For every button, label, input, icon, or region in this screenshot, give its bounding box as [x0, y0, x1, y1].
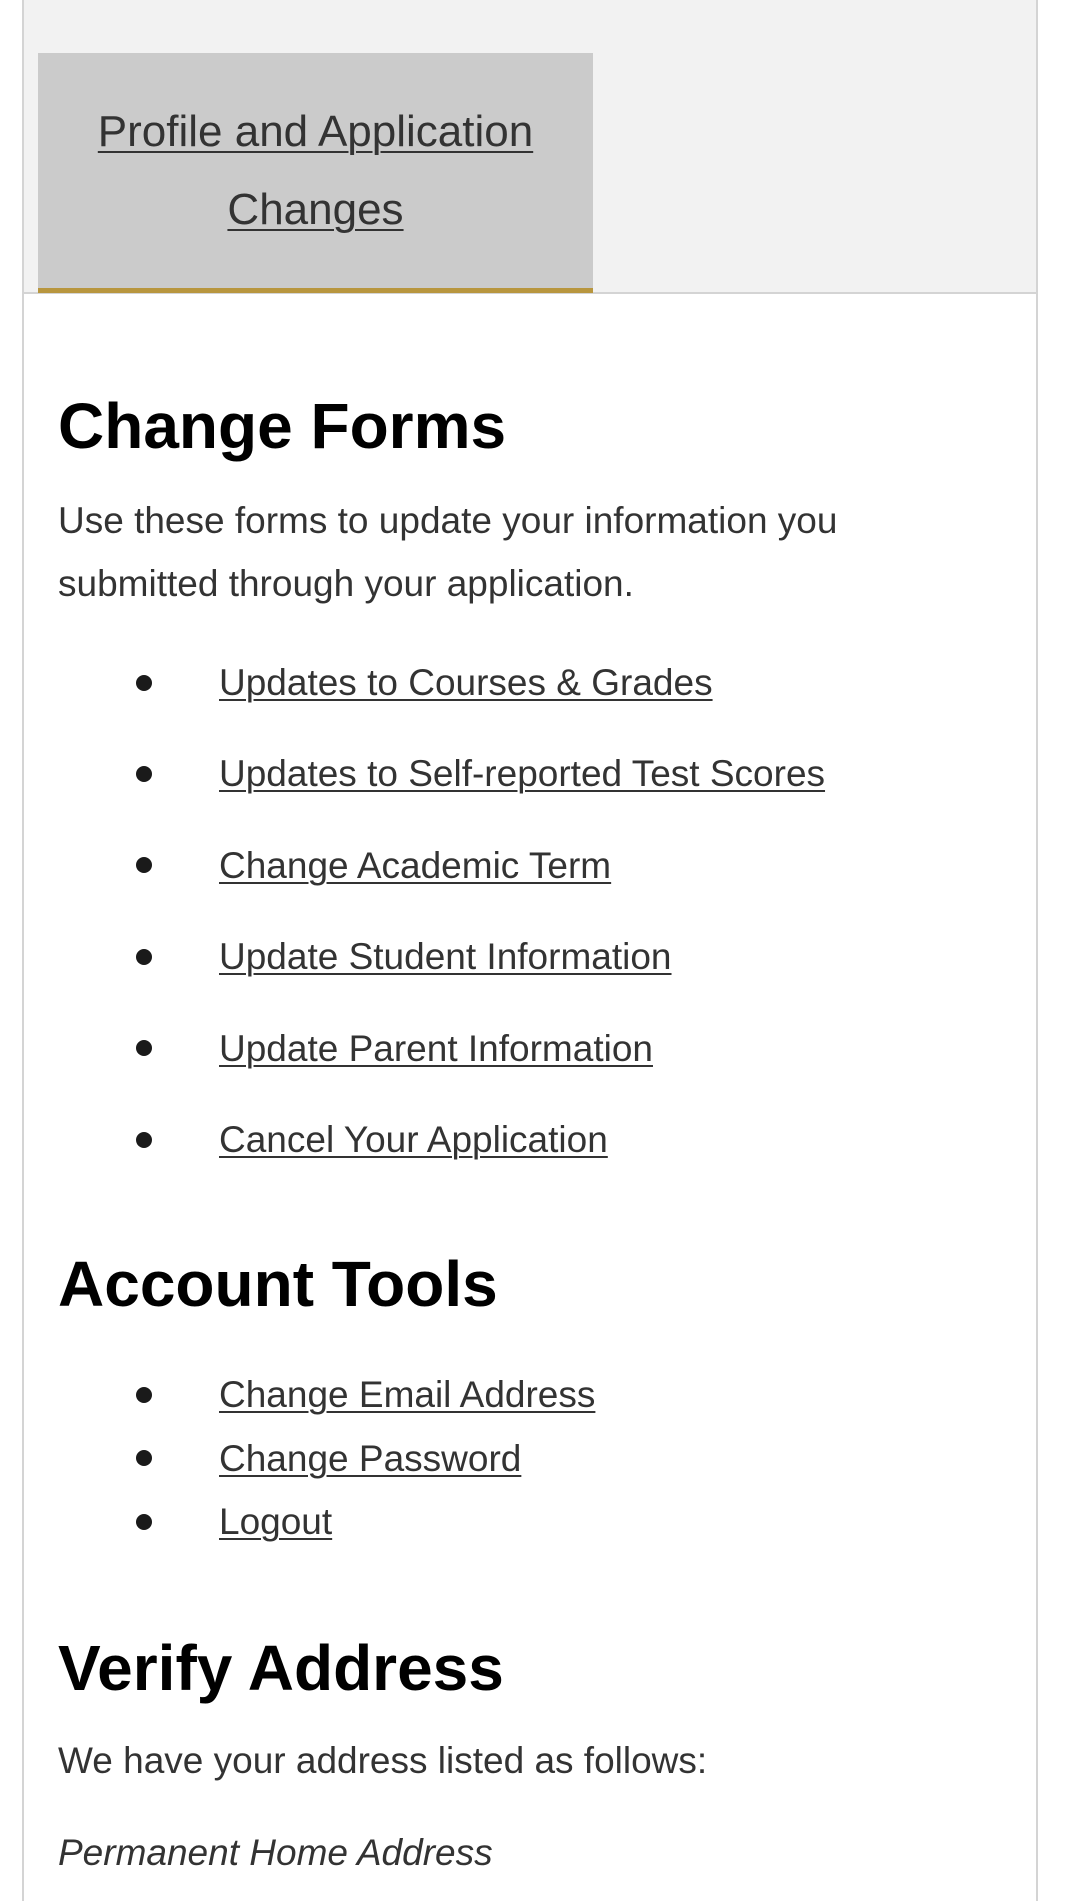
bullet-icon	[136, 1450, 152, 1466]
cancel-application-link[interactable]: Cancel Your Application	[219, 1118, 608, 1160]
change-email-address-link[interactable]: Change Email Address	[219, 1374, 596, 1415]
list-item	[58, 911, 1008, 1002]
change-password-link[interactable]: Change Password	[219, 1437, 522, 1479]
page-frame	[22, 0, 1038, 1901]
account-tools-list	[58, 1363, 1008, 1554]
list-item	[58, 820, 1008, 911]
change-academic-term-link[interactable]: Change Academic Term	[219, 844, 612, 886]
change-forms-heading: Change Forms	[58, 390, 507, 462]
bullet-icon	[136, 1040, 152, 1056]
change-forms-description: Use these forms to update your information you submitted through your application.	[58, 500, 838, 604]
updates-test-scores-link[interactable]: Updates to Self-reported Test Scores	[219, 753, 826, 795]
bullet-icon	[136, 1387, 152, 1403]
list-item	[58, 1003, 1008, 1094]
updates-courses-grades-link[interactable]: Updates to Courses & Grades	[219, 662, 713, 703]
bullet-icon	[136, 766, 152, 782]
bullet-icon	[136, 675, 152, 691]
bullet-icon	[136, 1514, 152, 1530]
bullet-icon	[136, 1132, 152, 1148]
list-item	[58, 1490, 1008, 1554]
list-item	[58, 1094, 1008, 1185]
update-student-information-link[interactable]: Update Student Information	[219, 936, 672, 978]
verify-address-description: We have your address listed as follows:	[58, 1740, 708, 1781]
tab-bar	[24, 0, 1036, 294]
account-tools-heading: Account Tools	[58, 1248, 498, 1320]
list-item	[58, 728, 1008, 819]
bullet-icon	[136, 949, 152, 965]
update-parent-information-link[interactable]: Update Parent Information	[219, 1027, 653, 1069]
tab-profile-and-application-changes[interactable]	[38, 53, 593, 293]
list-item	[58, 1363, 1008, 1427]
list-item	[58, 637, 1008, 728]
bullet-icon	[136, 857, 152, 873]
verify-address-heading: Verify Address	[58, 1632, 504, 1704]
change-forms-list	[58, 637, 1008, 1185]
permanent-home-address-label: Permanent Home Address	[58, 1832, 493, 1873]
tab-label[interactable]: Profile and Application Changes	[97, 106, 534, 234]
list-item	[58, 1427, 1008, 1491]
logout-link[interactable]: Logout	[219, 1501, 333, 1542]
